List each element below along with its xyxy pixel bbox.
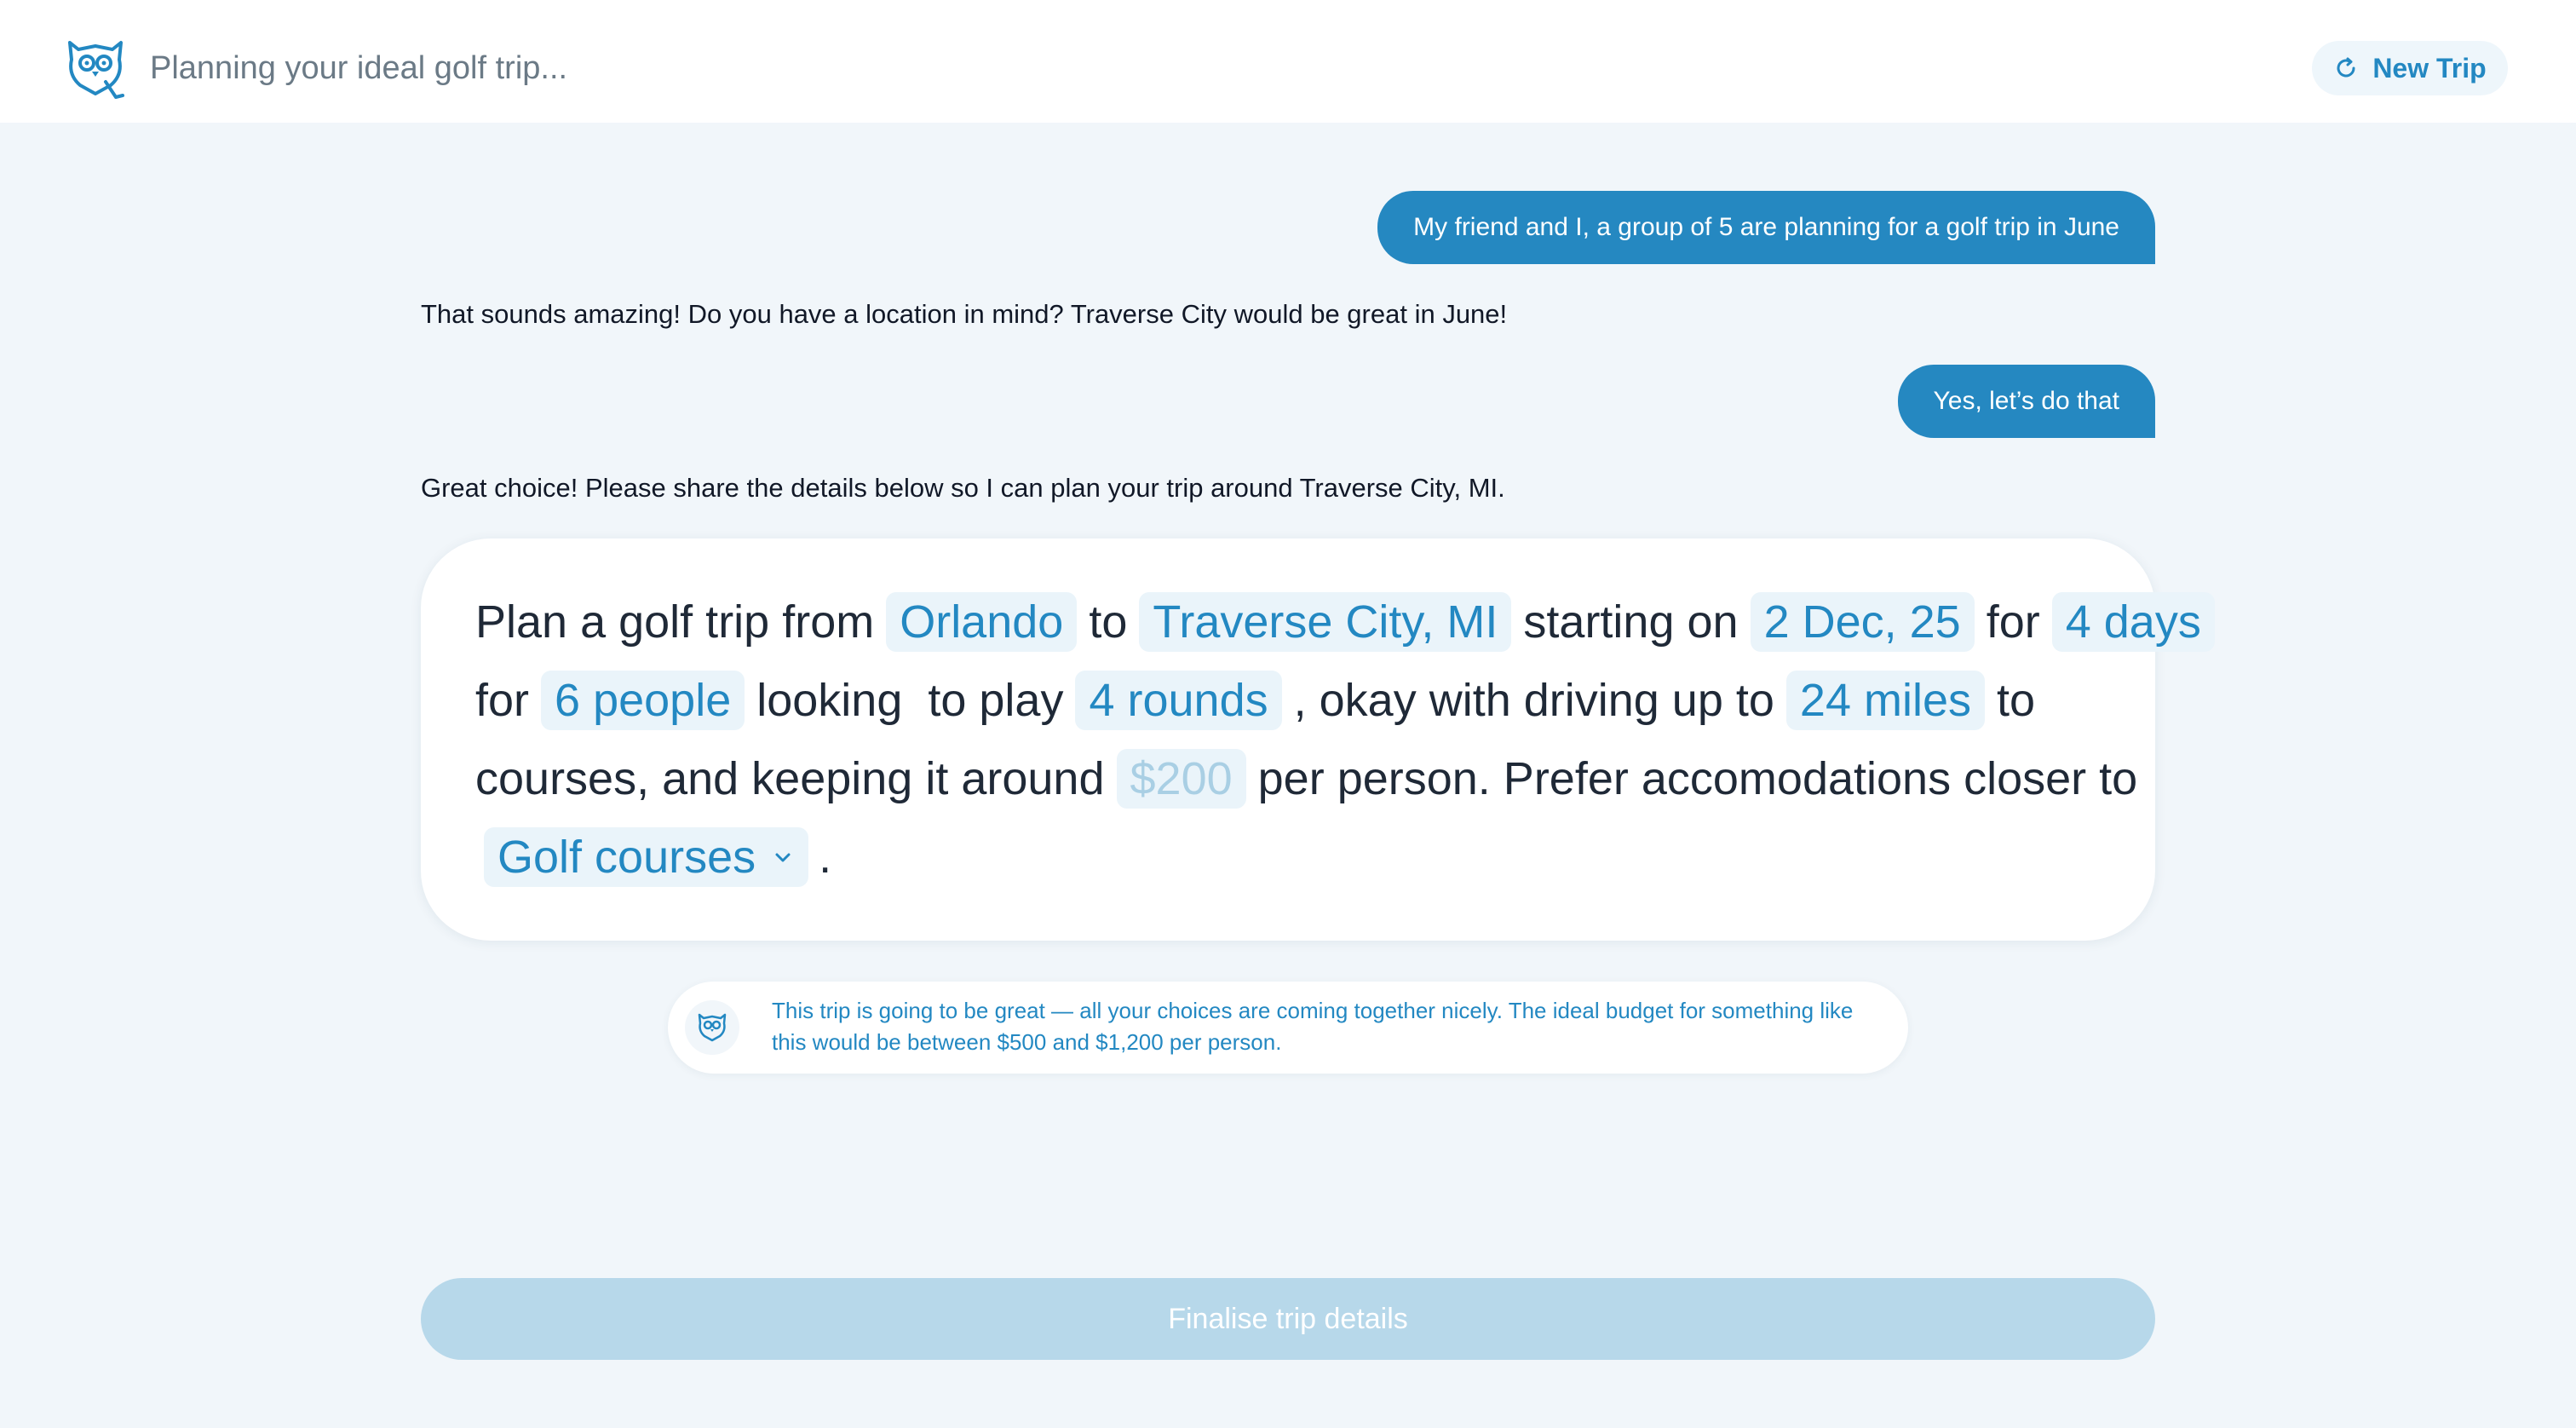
form-line bbox=[474, 818, 831, 896]
form-line bbox=[474, 583, 2225, 661]
form-text: to bbox=[1997, 675, 2036, 726]
chevron-down-icon bbox=[771, 845, 795, 869]
new-trip-button[interactable] bbox=[2312, 41, 2508, 95]
tip-text: This trip is going to be great — all your choices are coming together nicely. The ideal budget for something like this would be between $500 and $1,200 per person. bbox=[772, 998, 1854, 1055]
form-text: courses, and keeping it around bbox=[475, 753, 1105, 804]
distance-field[interactable]: 24 miles bbox=[1786, 671, 1985, 730]
start-date-field[interactable]: 2 Dec, 25 bbox=[1751, 592, 1975, 652]
form-text: starting on bbox=[1523, 596, 1739, 648]
form-text: , okay with driving up to bbox=[1293, 675, 1774, 726]
accommodation-preference-value: Golf courses bbox=[497, 832, 756, 883]
form-text: per person. Prefer accomodations closer to bbox=[1257, 753, 2138, 804]
trip-details-form bbox=[421, 538, 2201, 941]
tip-avatar bbox=[685, 1000, 739, 1055]
assistant-message: Great choice! Please share the details below so I can plan your trip around Traverse City, MI. bbox=[421, 473, 1505, 503]
form-text: for bbox=[1986, 596, 2040, 648]
budget-tip-card bbox=[668, 982, 1908, 1074]
assistant-message: That sounds amazing! Do you have a location in mind? Traverse City would be great in June! bbox=[421, 299, 1508, 329]
form-line bbox=[474, 740, 2139, 818]
destination-field[interactable]: Traverse City, MI bbox=[1139, 592, 1511, 652]
form-text: looking to play bbox=[756, 675, 1064, 726]
owl-golf-logo-icon[interactable] bbox=[63, 37, 128, 99]
form-line bbox=[474, 661, 2037, 740]
page-title: Planning your ideal golf trip... bbox=[150, 50, 568, 86]
finalise-trip-button[interactable]: Finalise trip details bbox=[421, 1278, 2155, 1360]
new-trip-label: New Trip bbox=[2372, 52, 2487, 83]
budget-field[interactable]: $200 bbox=[1117, 749, 1246, 809]
form-text: . bbox=[819, 832, 832, 883]
rounds-field[interactable]: 4 rounds bbox=[1075, 671, 1281, 730]
owl-golf-logo-icon bbox=[696, 1011, 728, 1044]
top-header bbox=[0, 0, 2576, 123]
form-text: Plan a golf trip from bbox=[475, 596, 875, 648]
user-message: My friend and I, a group of 5 are planning for a golf trip in June bbox=[1377, 191, 2155, 264]
user-message: Yes, let’s do that bbox=[1898, 365, 2156, 438]
duration-field[interactable]: 4 days bbox=[2052, 592, 2215, 652]
accommodation-preference-dropdown[interactable] bbox=[484, 827, 808, 887]
group-size-field[interactable]: 6 people bbox=[541, 671, 745, 730]
refresh-icon bbox=[2333, 55, 2359, 81]
origin-field[interactable]: Orlando bbox=[886, 592, 1077, 652]
form-text: to bbox=[1089, 596, 1128, 648]
form-text: for bbox=[475, 675, 530, 726]
